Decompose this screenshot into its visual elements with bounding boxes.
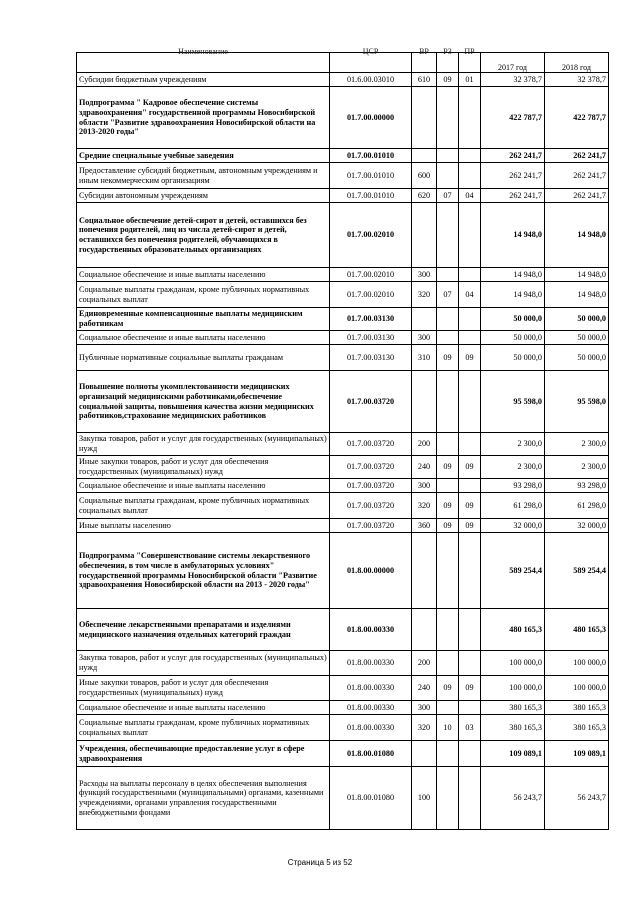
cell-code: 01.8.00.00330 [330, 609, 412, 651]
cell-pr [459, 87, 481, 149]
cell-name: Иные закупки товаров, работ и услуг для обеспечения государственных (муниципальных) нужд [77, 456, 330, 479]
table-body [77, 47, 609, 830]
cell-rz: 07 [437, 282, 459, 308]
table-row [77, 701, 609, 715]
table-row [77, 308, 609, 331]
cell-pr: 09 [459, 493, 481, 519]
cell-v18: 422 787,7 [545, 87, 609, 149]
table-row [77, 87, 609, 149]
cell-code: 01.7.00.03130 [330, 345, 412, 371]
cell-rz [437, 308, 459, 331]
cell-vr [412, 371, 437, 433]
table-row [77, 331, 609, 345]
table-row [77, 456, 609, 479]
table-row [77, 741, 609, 767]
cell-pr [459, 163, 481, 189]
cell-code: 01.7.00.03720 [330, 371, 412, 433]
cell-rz: 09 [437, 73, 459, 87]
cell-vr [412, 203, 437, 268]
table-row [77, 767, 609, 830]
cell-v17: 61 298,0 [481, 493, 545, 519]
cell-name: Социальное обеспечение и иные выплаты населению [77, 331, 330, 345]
cell-vr [412, 533, 437, 609]
cell-rz [437, 433, 459, 456]
cell-code: 01.8.00.01080 [330, 767, 412, 830]
cell-v17: 480 165,3 [481, 609, 545, 651]
header-rz: РЗ [437, 53, 459, 73]
cell-name: Учреждения, обеспечивающие предоставление услуг в сфере здравоохранения [77, 741, 330, 767]
cell-pr [459, 308, 481, 331]
cell-vr: 320 [412, 715, 437, 741]
cell-code: 01.8.00.00000 [330, 533, 412, 609]
cell-v18: 61 298,0 [545, 493, 609, 519]
table-row [77, 203, 609, 268]
cell-vr [412, 149, 437, 163]
cell-name: Социальные выплаты гражданам, кроме публичных нормативных социальных выплат [77, 282, 330, 308]
cell-vr [412, 741, 437, 767]
cell-v17: 100 000,0 [481, 676, 545, 701]
cell-code: 01.8.00.00330 [330, 651, 412, 676]
cell-pr: 09 [459, 519, 481, 533]
cell-rz [437, 651, 459, 676]
budget-table [76, 47, 609, 830]
cell-rz [437, 149, 459, 163]
cell-vr: 200 [412, 433, 437, 456]
cell-vr: 320 [412, 493, 437, 519]
cell-vr: 300 [412, 701, 437, 715]
header-2018: 2018 год [545, 53, 609, 73]
cell-pr: 09 [459, 345, 481, 371]
cell-v18: 50 000,0 [545, 331, 609, 345]
cell-name: Социальное обеспечение и иные выплаты населению [77, 701, 330, 715]
cell-v17: 32 378,7 [481, 73, 545, 87]
cell-rz: 09 [437, 676, 459, 701]
cell-code: 01.8.00.00330 [330, 715, 412, 741]
cell-v18: 480 165,3 [545, 609, 609, 651]
cell-pr [459, 331, 481, 345]
cell-code: 01.8.00.00330 [330, 701, 412, 715]
cell-v17: 589 254,4 [481, 533, 545, 609]
cell-v18: 93 298,0 [545, 479, 609, 493]
cell-v17: 380 165,3 [481, 701, 545, 715]
cell-v18: 95 598,0 [545, 371, 609, 433]
header-2017: 2017 год [481, 53, 545, 73]
cell-v18: 589 254,4 [545, 533, 609, 609]
cell-pr [459, 741, 481, 767]
table-row [77, 433, 609, 456]
cell-vr: 300 [412, 268, 437, 282]
cell-vr: 600 [412, 163, 437, 189]
cell-rz [437, 479, 459, 493]
table-row [77, 533, 609, 609]
cell-v18: 14 948,0 [545, 282, 609, 308]
cell-code: 01.6.00.03010 [330, 73, 412, 87]
cell-pr [459, 479, 481, 493]
cell-name: Закупка товаров, работ и услуг для государственных (муниципальных) нужд [77, 433, 330, 456]
cell-name: Подпрограмма " Кадровое обеспечение системы здравоохранения" государственной программы Новосибирской области "Развитие здравоохранения Новосибирской области на 2013-2020 годы" [77, 87, 330, 149]
cell-code: 01.7.00.03130 [330, 331, 412, 345]
cell-v18: 32 378,7 [545, 73, 609, 87]
cell-v17: 50 000,0 [481, 331, 545, 345]
header-name: Наименование [77, 53, 330, 73]
cell-rz: 07 [437, 189, 459, 203]
cell-vr: 100 [412, 767, 437, 830]
cell-name: Предоставление субсидий бюджетным, автономным учреждениям и иным некоммерческим организациям [77, 163, 330, 189]
cell-pr: 04 [459, 189, 481, 203]
table-row [77, 149, 609, 163]
cell-pr: 09 [459, 456, 481, 479]
cell-v18: 380 165,3 [545, 701, 609, 715]
cell-rz [437, 741, 459, 767]
cell-vr: 240 [412, 456, 437, 479]
cell-v18: 100 000,0 [545, 676, 609, 701]
cell-code: 01.7.00.02010 [330, 282, 412, 308]
cell-pr [459, 433, 481, 456]
cell-v17: 50 000,0 [481, 345, 545, 371]
cell-name: Расходы на выплаты персоналу в целях обеспечения выполнения функций государственными (муниципальными) органами, казенными учреждениями, органами управления государственными внебюджетными фондами [77, 767, 330, 830]
table-row [77, 371, 609, 433]
cell-pr [459, 651, 481, 676]
cell-pr [459, 149, 481, 163]
cell-name: Подпрограмма "Совершенствование системы лекарственного обеспечения, в том числе в амбулаторных условиях" государственной программы Новосибирской области "Развитие здравоохранения Новосибирской области на 2013 - 2020 годы" [77, 533, 330, 609]
table-row [77, 345, 609, 371]
cell-name: Иные закупки товаров, работ и услуг для обеспечения государственных (муниципальных) нужд [77, 676, 330, 701]
cell-name: Средние специальные учебные заведения [77, 149, 330, 163]
table-row [77, 493, 609, 519]
cell-v18: 380 165,3 [545, 715, 609, 741]
table-row [77, 189, 609, 203]
table-header-row [77, 53, 609, 73]
table-row [77, 676, 609, 701]
cell-v18: 14 948,0 [545, 268, 609, 282]
cell-v18: 50 000,0 [545, 308, 609, 331]
cell-code: 01.7.00.00000 [330, 87, 412, 149]
cell-vr [412, 87, 437, 149]
cell-vr [412, 308, 437, 331]
cell-v18: 32 000,0 [545, 519, 609, 533]
cell-name: Социальное обеспечение и иные выплаты населению [77, 479, 330, 493]
cell-pr [459, 268, 481, 282]
cell-pr [459, 203, 481, 268]
cell-v18: 262 241,7 [545, 189, 609, 203]
cell-pr: 01 [459, 73, 481, 87]
cell-name: Закупка товаров, работ и услуг для государственных (муниципальных) нужд [77, 651, 330, 676]
cell-v17: 380 165,3 [481, 715, 545, 741]
cell-v17: 422 787,7 [481, 87, 545, 149]
cell-v18: 50 000,0 [545, 345, 609, 371]
cell-code: 01.7.00.03720 [330, 519, 412, 533]
cell-rz [437, 87, 459, 149]
cell-v17: 109 089,1 [481, 741, 545, 767]
cell-rz [437, 701, 459, 715]
cell-v17: 14 948,0 [481, 203, 545, 268]
cell-rz: 09 [437, 519, 459, 533]
cell-rz: 09 [437, 493, 459, 519]
cell-v17: 262 241,7 [481, 149, 545, 163]
cell-v17: 14 948,0 [481, 268, 545, 282]
cell-pr: 04 [459, 282, 481, 308]
cell-v17: 2 300,0 [481, 433, 545, 456]
cell-vr: 610 [412, 73, 437, 87]
cell-name: Социальное обеспечение и иные выплаты населению [77, 268, 330, 282]
page-footer: Страница 5 из 52 [287, 858, 353, 867]
cell-name: Субсидии бюджетным учреждениям [77, 73, 330, 87]
cell-code: 01.7.00.03720 [330, 456, 412, 479]
cell-rz: 09 [437, 345, 459, 371]
table-row [77, 651, 609, 676]
cell-vr [412, 609, 437, 651]
table-row [77, 519, 609, 533]
cell-code: 01.7.00.02010 [330, 268, 412, 282]
cell-code: 01.7.00.03720 [330, 493, 412, 519]
table-row [77, 282, 609, 308]
table-row [77, 715, 609, 741]
cell-v18: 100 000,0 [545, 651, 609, 676]
cell-v17: 262 241,7 [481, 189, 545, 203]
cell-pr [459, 533, 481, 609]
cell-v17: 56 243,7 [481, 767, 545, 830]
cell-rz [437, 331, 459, 345]
cell-pr [459, 701, 481, 715]
cell-v17: 100 000,0 [481, 651, 545, 676]
header-csr: ЦСР [330, 53, 412, 73]
cell-rz [437, 268, 459, 282]
cell-code: 01.7.00.03720 [330, 433, 412, 456]
cell-rz [437, 163, 459, 189]
cell-v18: 262 241,7 [545, 149, 609, 163]
cell-name: Субсидии автономным учреждениям [77, 189, 330, 203]
cell-rz: 09 [437, 456, 459, 479]
cell-vr: 620 [412, 189, 437, 203]
cell-v17: 32 000,0 [481, 519, 545, 533]
cell-v17: 93 298,0 [481, 479, 545, 493]
cell-pr: 03 [459, 715, 481, 741]
cell-rz [437, 533, 459, 609]
cell-v17: 262 241,7 [481, 163, 545, 189]
table-row [77, 163, 609, 189]
cell-code: 01.7.00.01010 [330, 189, 412, 203]
cell-code: 01.7.00.02010 [330, 203, 412, 268]
table-row [77, 268, 609, 282]
cell-rz [437, 371, 459, 433]
cell-vr: 200 [412, 651, 437, 676]
cell-name: Повышение полноты укомплектованности медицинских организаций медицинскими работниками,обеспечение социальной защиты, повышения качества жизни медицинских работников,страхование медицинских работников [77, 371, 330, 433]
cell-pr [459, 371, 481, 433]
cell-pr [459, 609, 481, 651]
table-row [77, 73, 609, 87]
cell-v18: 2 300,0 [545, 456, 609, 479]
cell-v17: 95 598,0 [481, 371, 545, 433]
cell-name: Публичные нормативные социальные выплаты гражданам [77, 345, 330, 371]
cell-vr: 300 [412, 331, 437, 345]
cell-v18: 2 300,0 [545, 433, 609, 456]
cell-rz [437, 203, 459, 268]
cell-v18: 56 243,7 [545, 767, 609, 830]
cell-vr: 310 [412, 345, 437, 371]
cell-code: 01.7.00.01010 [330, 149, 412, 163]
cell-code: 01.7.00.01010 [330, 163, 412, 189]
cell-v17: 2 300,0 [481, 456, 545, 479]
cell-name: Социальное обеспечение детей-сирот и детей, оставшихся без попечения родителей, лиц из числа детей-сирот и детей, оставшихся без попечения родителей, обучающихся в государственных образовательных организациях [77, 203, 330, 268]
cell-vr: 360 [412, 519, 437, 533]
cell-code: 01.8.00.01080 [330, 741, 412, 767]
cell-name: Социальные выплаты гражданам, кроме публичных нормативных социальных выплат [77, 715, 330, 741]
cell-rz [437, 767, 459, 830]
cell-v18: 109 089,1 [545, 741, 609, 767]
cell-rz [437, 609, 459, 651]
cell-name: Обеспечение лекарственными препаратами и изделиями медицинского назначения отдельных категорий граждан [77, 609, 330, 651]
cell-name: Иные выплаты населению [77, 519, 330, 533]
cell-vr: 240 [412, 676, 437, 701]
cell-v17: 14 948,0 [481, 282, 545, 308]
table-row [77, 609, 609, 651]
cell-v18: 262 241,7 [545, 163, 609, 189]
cell-name: Социальные выплаты гражданам, кроме публичных нормативных социальных выплат [77, 493, 330, 519]
cell-code: 01.7.00.03720 [330, 479, 412, 493]
cell-pr [459, 767, 481, 830]
cell-rz: 10 [437, 715, 459, 741]
cell-vr: 320 [412, 282, 437, 308]
cell-pr: 09 [459, 676, 481, 701]
cell-code: 01.8.00.00330 [330, 676, 412, 701]
cell-name: Единовременные компенсационные выплаты медицинским работникам [77, 308, 330, 331]
cell-v17: 50 000,0 [481, 308, 545, 331]
cell-v18: 14 948,0 [545, 203, 609, 268]
header-pr: ПР [459, 53, 481, 73]
table-row [77, 479, 609, 493]
cell-code: 01.7.00.03130 [330, 308, 412, 331]
cell-vr: 300 [412, 479, 437, 493]
header-vr: ВР [412, 53, 437, 73]
